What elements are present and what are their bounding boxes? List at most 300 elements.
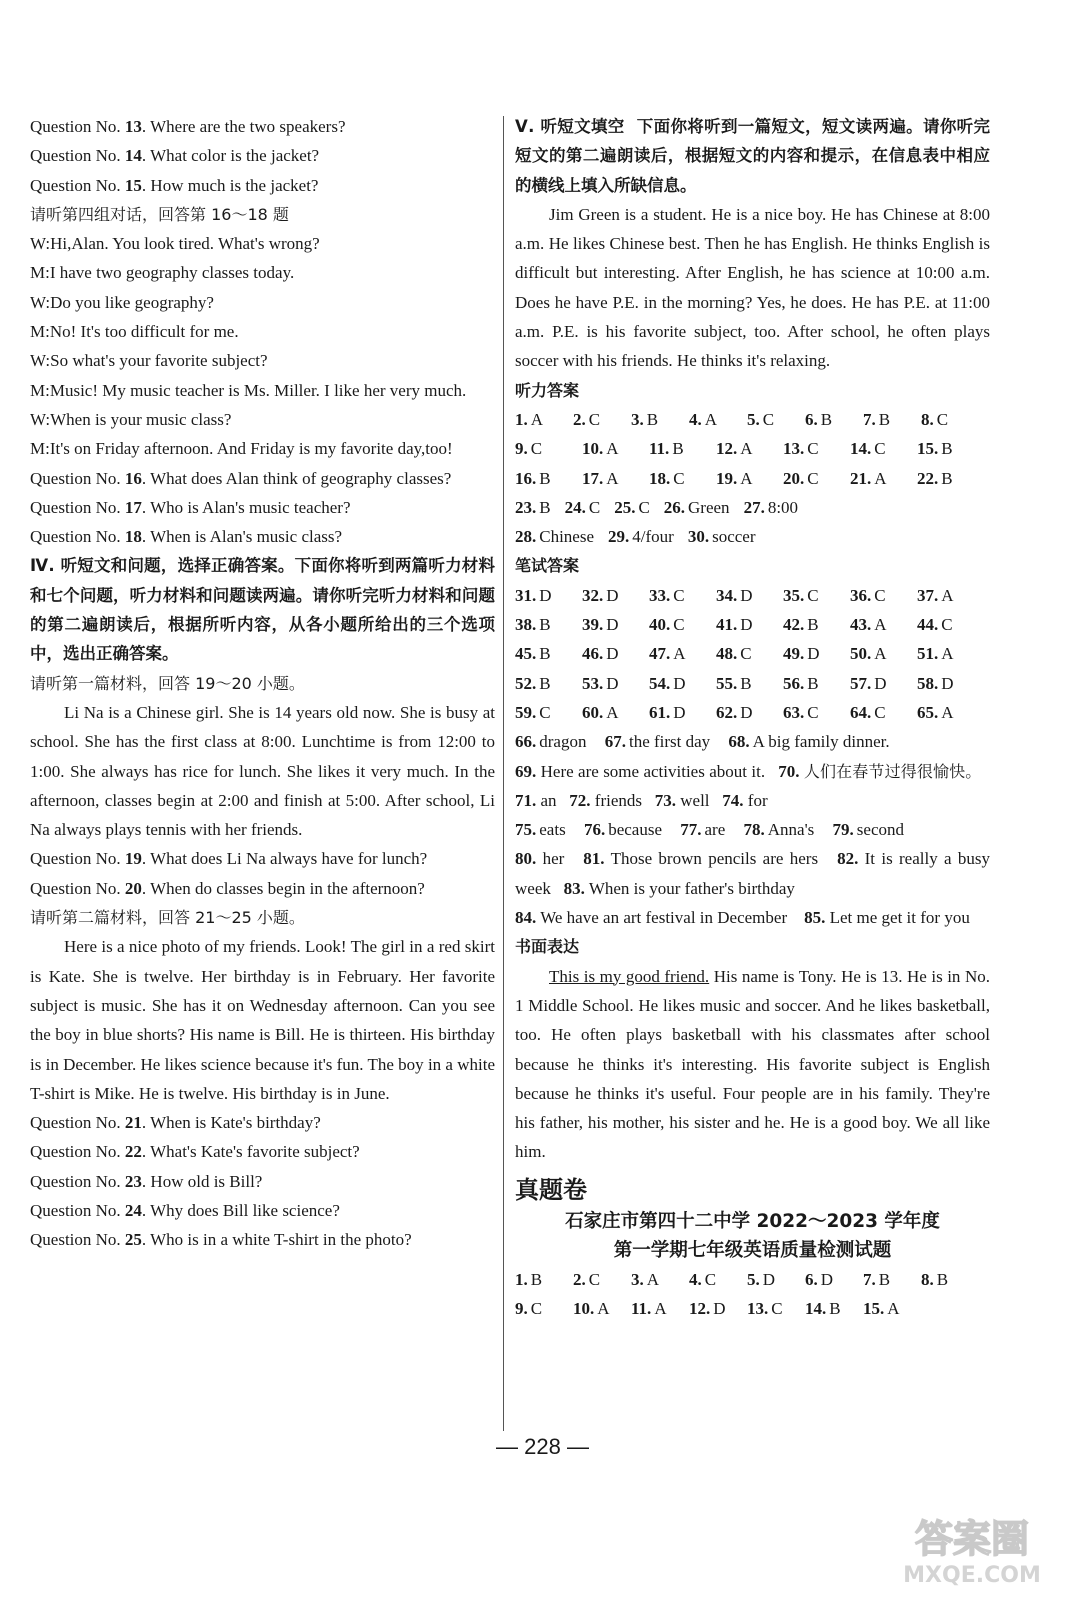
answer-item	[921, 405, 979, 434]
answer-text: C	[638, 497, 650, 517]
answer-text: B	[539, 644, 551, 664]
answer-text: C	[588, 497, 601, 517]
answer-item	[917, 434, 984, 463]
answer-item	[631, 1265, 689, 1294]
answer-number: 42.	[783, 615, 805, 635]
answer-row	[515, 610, 990, 639]
answer-item	[515, 698, 582, 727]
answer-text: A	[740, 439, 753, 459]
answer-text: for	[747, 790, 768, 810]
answer-number: 34.	[716, 585, 738, 605]
left-column	[30, 112, 495, 1255]
real-exam-heading: 真题卷	[515, 1175, 587, 1204]
question-20	[30, 874, 495, 903]
answer-number: 54.	[649, 673, 671, 693]
answer-text: an	[540, 790, 557, 810]
passage-1-intro: 请听第一篇材料，回答 19～20 小题。	[30, 673, 305, 693]
answer-number: 9.	[515, 1298, 528, 1318]
question-number: 14	[124, 146, 142, 166]
answer-text: A	[874, 644, 887, 664]
answer-text: A	[606, 702, 619, 722]
answer-number: 2.	[573, 1269, 586, 1289]
answer-text: B	[539, 615, 551, 635]
answer-number: 73.	[654, 790, 677, 810]
answer-number: 68.	[728, 732, 750, 752]
answer-text: A	[941, 702, 954, 722]
dialogue-line: W:Hi,Alan. You look tired. What's wrong?	[30, 234, 320, 254]
answer-text: When is your father's birthday	[588, 878, 795, 898]
answer-item	[917, 669, 984, 698]
answer-number: 82.	[837, 849, 859, 869]
question-number: 21	[124, 1113, 142, 1133]
answer-item	[582, 610, 649, 639]
essay-body: His name is Tony. He is 13. He is in No. 1 Middle School. He likes music and soccer. And he likes basketball, too. He often plays basketball with his classmates after school because he thinks it's interesting. His favorite subject is English because he thinks it's useful. Four people are in his family. They're his father, his mother, his sister and he. He is a good boy. We all like him.	[515, 966, 990, 1162]
paper-answer-grid	[515, 1265, 990, 1324]
answer-number: 69.	[515, 761, 537, 781]
listening-answer-grid	[515, 405, 990, 493]
answer-text: C	[588, 409, 601, 429]
answer-text: C	[941, 615, 953, 635]
answer-number: 22.	[917, 468, 939, 488]
answer-number: 40.	[649, 615, 671, 635]
answer-item	[783, 698, 850, 727]
answer-text: C	[762, 409, 775, 429]
group4-instruction: 请听第四组对话，回答第 16～18 题	[30, 204, 289, 224]
answer-text: the first day	[628, 732, 711, 752]
answer-item	[863, 1294, 921, 1323]
dialogue-line: M:No! It's too difficult for me.	[30, 322, 239, 342]
answer-number: 18.	[649, 468, 671, 488]
answer-row	[515, 698, 990, 727]
page-number: — 228 —	[496, 1434, 589, 1459]
answer-text: We have an art festival in December	[540, 908, 788, 928]
model-essay	[515, 962, 990, 1167]
question-text: . What color is the jacket?	[141, 146, 320, 166]
answer-text: D	[539, 585, 552, 605]
answer-number: 53.	[582, 673, 604, 693]
answer-text: C	[874, 585, 886, 605]
answer-number: 5.	[747, 409, 760, 429]
answer-text: C	[588, 1269, 601, 1289]
answer-item	[515, 1265, 573, 1294]
answer-text: B	[807, 673, 819, 693]
answer-item	[689, 1294, 747, 1323]
answer-item	[582, 639, 649, 668]
answer-text: B	[539, 468, 551, 488]
answer-text: C	[673, 615, 685, 635]
watermark-logo	[877, 1510, 1067, 1590]
paper-title-line1: 石家庄市第四十二中学 2022～2023 学年度	[565, 1210, 940, 1232]
answer-number: 14.	[850, 439, 872, 459]
answer-item	[582, 581, 649, 610]
question-text: . Why does Bill like science?	[141, 1200, 340, 1220]
answer-text: her	[542, 849, 565, 869]
answer-item	[850, 610, 917, 639]
answer-number: 85.	[804, 908, 826, 928]
listening-fill-answers	[515, 493, 990, 552]
answer-item	[921, 1265, 979, 1294]
answer-item	[515, 639, 582, 668]
question-21	[30, 1108, 495, 1137]
answer-text: B	[672, 439, 684, 459]
question-number: 20	[124, 878, 142, 898]
answer-item	[783, 610, 850, 639]
answer-item	[747, 405, 805, 434]
answer-number: 63.	[783, 702, 805, 722]
answer-item	[917, 639, 984, 668]
answer-item	[515, 405, 573, 434]
question-13	[30, 112, 495, 141]
answer-number: 71.	[515, 790, 537, 810]
answer-item	[631, 1294, 689, 1323]
answer-text: D	[820, 1269, 834, 1289]
answer-number: 13.	[747, 1298, 769, 1318]
answer-text: A	[646, 1269, 660, 1289]
answer-number: 81.	[583, 849, 605, 869]
answer-item	[805, 1265, 863, 1294]
question-prefix: Question No.	[30, 175, 125, 195]
answer-number: 78.	[743, 820, 765, 840]
answer-text: A	[704, 409, 718, 429]
answer-number: 48.	[716, 644, 738, 664]
dialogue-line: M:It's on Friday afternoon. And Friday is my favorite day,too!	[30, 439, 453, 459]
answer-text: 8:00	[767, 497, 799, 517]
answer-number: 20.	[783, 468, 805, 488]
answer-text: D	[606, 615, 619, 635]
answer-number: 11.	[649, 439, 670, 459]
dialogue-line: W:Do you like geography?	[30, 292, 214, 312]
answer-text: Chinese	[539, 527, 595, 547]
question-prefix: Question No.	[30, 497, 125, 517]
passage-2-intro: 请听第二篇材料，回答 21～25 小题。	[30, 908, 305, 928]
answer-item	[716, 434, 783, 463]
answer-text: B	[539, 673, 551, 693]
answer-number: 23.	[515, 497, 537, 517]
answer-number: 50.	[850, 644, 872, 664]
answer-item	[515, 669, 582, 698]
answer-item	[515, 610, 582, 639]
answer-number: 59.	[515, 702, 537, 722]
section-4-body: 下面你将听到两篇听力材料和七个问题，听力材料和问题读两遍。请你听完听力材料和问题的第二遍朗读后，根据所听内容，从各小题所给出的三个选项中，选出正确答案。	[30, 556, 496, 664]
answer-text: eats	[539, 820, 566, 840]
answer-number: 35.	[783, 585, 805, 605]
answer-number: 19.	[716, 468, 738, 488]
answer-number: 74.	[722, 790, 744, 810]
answer-row-66-68	[515, 727, 990, 756]
answer-text: B	[807, 615, 819, 635]
answer-number: 1.	[515, 1269, 528, 1289]
written-answers-heading: 笔试答案	[515, 556, 580, 576]
question-text: . How old is Bill?	[141, 1171, 263, 1191]
answer-number: 15.	[917, 439, 939, 459]
question-text: . What does Li Na always have for lunch?	[141, 849, 428, 869]
answer-number: 49.	[783, 644, 805, 664]
answer-number: 1.	[515, 409, 528, 429]
answer-item	[649, 698, 716, 727]
answer-item	[783, 581, 850, 610]
answer-text: C	[673, 585, 685, 605]
answer-item	[783, 434, 850, 463]
answer-text: D	[807, 644, 820, 664]
answer-text: D	[762, 1269, 776, 1289]
answer-number: 77.	[680, 820, 702, 840]
answer-text: C	[807, 468, 819, 488]
answer-text: 人们在春节过得很愉快。	[803, 761, 982, 781]
answer-number: 65.	[917, 702, 939, 722]
answer-number: 47.	[649, 644, 671, 664]
answer-number: 21.	[850, 468, 872, 488]
answer-item	[850, 581, 917, 610]
answer-number: 9.	[515, 439, 528, 459]
answer-text: dragon	[539, 732, 587, 752]
answer-item	[716, 639, 783, 668]
passage-2: Here is a nice photo of my friends. Look! The girl in a red skirt is Kate. She is twelve. Her birthday is in February. Her favorite subject is music. She has it on Wednesday afternoon. Can you see the boy in blue shorts? His name is Bill. He is thirteen. His birthday is in December. He likes science because it's fun. The boy in a white T-shirt is Mike. He is twelve. His birthday is in June.	[30, 937, 495, 1103]
answer-number: 8.	[921, 409, 934, 429]
answer-text: D	[740, 702, 753, 722]
answer-text: B	[539, 497, 551, 517]
answer-item	[917, 581, 984, 610]
answer-number: 61.	[649, 702, 671, 722]
answer-text: A	[887, 1298, 900, 1318]
question-prefix: Question No.	[30, 878, 125, 898]
answer-item	[850, 639, 917, 668]
question-18	[30, 522, 495, 551]
answer-row-75-79	[515, 815, 990, 844]
answer-text: A	[941, 644, 954, 664]
answer-text: D	[941, 673, 954, 693]
question-number: 18	[124, 527, 142, 547]
section-5-title: Ⅴ. 听短文填空	[515, 117, 625, 136]
answer-text: Those brown pencils are hers	[610, 849, 819, 869]
question-14	[30, 141, 495, 170]
answer-text: C	[807, 702, 819, 722]
section-5-passage: Jim Green is a student. He is a nice boy. He has Chinese at 8:00 a.m. He likes Chinese best. Then he has English. He thinks English is difficult but interesting. After English, he has science at 10:00 a.m. Does he have P.E. in the morning? Yes, he does. He has P.E. at 11:00 a.m. P.E. is his favorite subject, too. After school, he often plays soccer with his friends. He thinks it's relaxing.	[515, 204, 990, 371]
answer-number: 43.	[850, 615, 872, 635]
section-4-instructions	[30, 551, 495, 668]
question-22	[30, 1137, 495, 1166]
question-number: 25	[124, 1230, 142, 1250]
answer-item	[716, 464, 783, 493]
answer-number: 72.	[569, 790, 591, 810]
paper-title-line2: 第一学期七年级英语质量检测试题	[613, 1239, 892, 1261]
answer-text: Here are some activities about it.	[540, 761, 766, 781]
question-number: 13	[124, 117, 142, 136]
answer-item	[917, 698, 984, 727]
question-number: 22	[124, 1142, 142, 1162]
answer-number: 56.	[783, 673, 805, 693]
answer-text: Let me get it for you	[829, 908, 970, 928]
answer-text: A	[606, 468, 619, 488]
question-prefix: Question No.	[30, 1171, 125, 1191]
answer-number: 31.	[515, 585, 537, 605]
answer-number: 52.	[515, 673, 537, 693]
question-text: . Who is Alan's music teacher?	[141, 497, 351, 517]
answer-row	[515, 493, 990, 522]
answer-number: 38.	[515, 615, 537, 635]
question-number: 23	[124, 1171, 142, 1191]
answer-text: A	[530, 409, 544, 429]
dialogue-line: M:I have two geography classes today.	[30, 263, 295, 283]
answer-item	[573, 1294, 631, 1323]
answer-item	[805, 405, 863, 434]
question-prefix: Question No.	[30, 1230, 125, 1250]
question-number: 15	[124, 175, 142, 195]
question-15	[30, 171, 495, 200]
answer-item	[582, 464, 649, 493]
answer-number: 25.	[614, 497, 636, 517]
answer-item	[689, 405, 747, 434]
answer-text: D	[713, 1298, 726, 1318]
answer-number: 24.	[564, 497, 586, 517]
answer-text: D	[606, 644, 619, 664]
question-number: 16	[124, 468, 142, 488]
answer-text: B	[878, 409, 891, 429]
question-24	[30, 1196, 495, 1225]
answer-number: 5.	[747, 1269, 760, 1289]
question-number: 24	[124, 1200, 142, 1220]
answer-row	[515, 1294, 990, 1323]
answer-text: C	[936, 409, 949, 429]
answer-number: 46.	[582, 644, 604, 664]
watermark-logo-url: MXQE.COM	[903, 1563, 1041, 1588]
answer-item	[863, 405, 921, 434]
answer-number: 66.	[515, 732, 537, 752]
answer-item	[573, 405, 631, 434]
answer-text: B	[740, 673, 752, 693]
answer-text: B	[820, 409, 833, 429]
question-prefix: Question No.	[30, 146, 125, 166]
question-prefix: Question No.	[30, 1142, 125, 1162]
answer-item	[649, 581, 716, 610]
answer-number: 76.	[583, 820, 606, 840]
question-text: . How much is the jacket?	[141, 175, 319, 195]
answer-item	[631, 405, 689, 434]
answer-number: 58.	[917, 673, 939, 693]
answer-number: 55.	[716, 673, 738, 693]
question-text: . Where are the two speakers?	[141, 117, 346, 136]
answer-number: 44.	[917, 615, 939, 635]
answer-text: C	[874, 439, 886, 459]
answer-text: C	[530, 1298, 543, 1318]
answer-item	[716, 698, 783, 727]
answer-number: 75.	[515, 820, 537, 840]
answer-text: A big family dinner.	[752, 732, 890, 752]
answer-text: B	[829, 1298, 841, 1318]
answer-row-69-74	[515, 757, 990, 816]
answer-item	[850, 698, 917, 727]
question-text: . Who is in a white T-shirt in the photo?	[141, 1230, 412, 1250]
question-number: 19	[124, 849, 142, 869]
answer-text: are	[704, 820, 726, 840]
answer-number: 83.	[563, 878, 585, 898]
answer-number: 10.	[573, 1298, 595, 1318]
passage-1: Li Na is a Chinese girl. She is 14 years old now. She is busy at school. She has the first class at 8:00. Lunchtime is from 12:00 to 1:00. She always has rice for lunch. She likes it very much. In the afternoon, classes begin at 2:00 and finish at 5:00. After school, Li Na always plays tennis with her friends.	[30, 702, 495, 840]
answer-number: 84.	[515, 908, 537, 928]
answer-number: 57.	[850, 673, 872, 693]
answer-item	[783, 464, 850, 493]
answer-number: 14.	[805, 1298, 827, 1318]
answer-text: A	[740, 468, 753, 488]
answer-item	[747, 1294, 805, 1323]
answer-number: 16.	[515, 468, 537, 488]
answer-text: C	[771, 1298, 783, 1318]
answer-text: A	[606, 439, 619, 459]
question-prefix: Question No.	[30, 117, 125, 136]
answer-number: 80.	[515, 849, 537, 869]
answer-item	[850, 669, 917, 698]
answer-text: C	[673, 468, 685, 488]
answer-text: second	[856, 820, 904, 840]
answer-row	[515, 639, 990, 668]
answer-number: 36.	[850, 585, 872, 605]
answer-text: D	[673, 673, 686, 693]
answer-text: A	[654, 1298, 667, 1318]
answer-item	[863, 1265, 921, 1294]
answer-number: 13.	[783, 439, 805, 459]
answer-item	[515, 464, 582, 493]
writing-heading: 书面表达	[515, 937, 580, 957]
listening-answers-heading: 听力答案	[515, 380, 580, 400]
question-text: . What does Alan think of geography classes?	[141, 468, 452, 488]
answer-text: C	[539, 702, 551, 722]
answer-item	[515, 581, 582, 610]
answer-number: 32.	[582, 585, 604, 605]
answer-number: 62.	[716, 702, 738, 722]
answer-item	[515, 434, 582, 463]
answer-item	[582, 434, 649, 463]
answer-number: 4.	[689, 409, 702, 429]
written-answer-grid	[515, 581, 990, 727]
answer-item	[783, 639, 850, 668]
question-16	[30, 464, 495, 493]
answer-number: 3.	[631, 1269, 644, 1289]
answer-text: well	[680, 790, 710, 810]
answer-number: 60.	[582, 702, 604, 722]
question-17	[30, 493, 495, 522]
answer-number: 41.	[716, 615, 738, 635]
answer-number: 26.	[663, 497, 686, 517]
answer-text: It is really a busy week	[515, 849, 991, 898]
column-divider	[503, 116, 504, 1431]
answer-number: 11.	[631, 1298, 652, 1318]
answer-row	[515, 581, 990, 610]
answer-number: 70.	[778, 761, 800, 781]
question-prefix: Question No.	[30, 1200, 125, 1220]
answer-text: friends	[594, 790, 643, 810]
answer-number: 79.	[832, 820, 854, 840]
answer-number: 8.	[921, 1269, 934, 1289]
answer-number: 10.	[582, 439, 604, 459]
answer-number: 6.	[805, 1269, 818, 1289]
answer-number: 37.	[917, 585, 939, 605]
answer-text: A	[941, 585, 954, 605]
answer-number: 4.	[689, 1269, 702, 1289]
answer-item	[917, 464, 984, 493]
question-23	[30, 1167, 495, 1196]
answer-row	[515, 522, 990, 551]
answer-item	[783, 669, 850, 698]
answer-text: C	[874, 702, 886, 722]
answer-number: 64.	[850, 702, 872, 722]
answer-item	[747, 1265, 805, 1294]
answer-text: B	[530, 1269, 543, 1289]
answer-text: C	[740, 644, 752, 664]
answer-text: soccer	[712, 527, 756, 547]
answer-item	[716, 581, 783, 610]
answer-number: 45.	[515, 644, 537, 664]
answer-text: B	[646, 409, 659, 429]
answer-text: D	[606, 585, 619, 605]
